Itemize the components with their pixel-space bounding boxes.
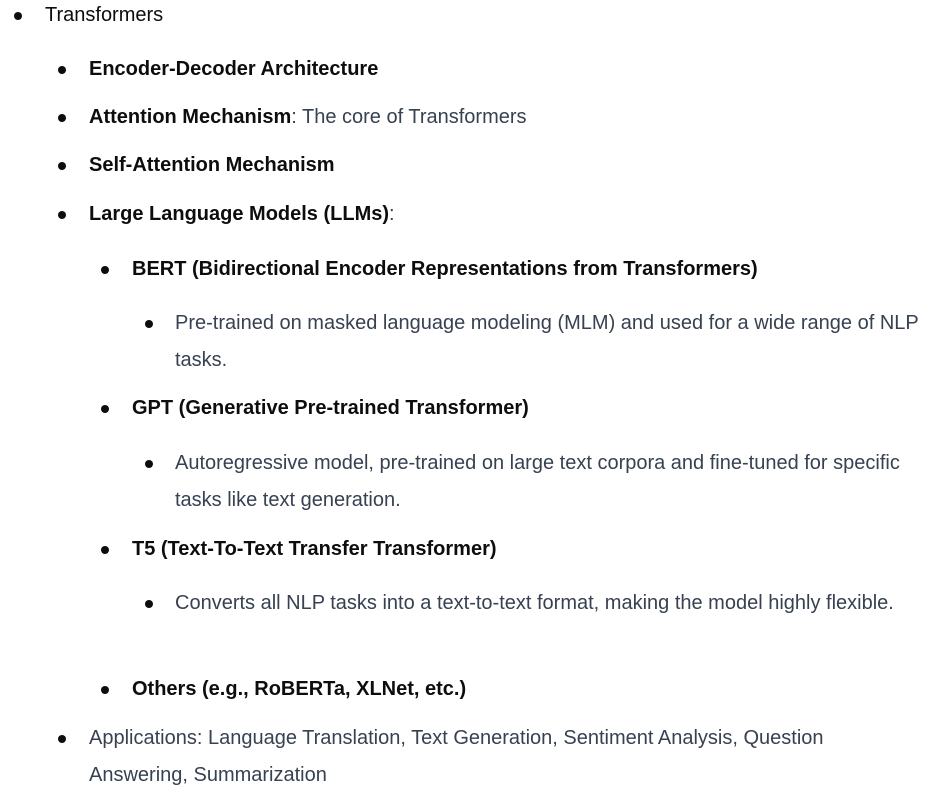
item-bold: Self-Attention Mechanism xyxy=(89,154,335,176)
item-text: Autoregressive model, pre-trained on large text corpora and fine-tuned for specific tasks like text generation. xyxy=(175,452,900,511)
list-item-self-attention xyxy=(89,147,335,184)
list-item-transformers xyxy=(45,0,163,34)
item-text: : xyxy=(389,203,395,225)
item-text: : The core of Transformers xyxy=(291,106,527,128)
list-item-bert xyxy=(132,251,758,288)
item-text: Converts all NLP tasks into a text-to-text format, making the model highly flexible. xyxy=(175,592,894,614)
list-item-applications xyxy=(89,720,889,794)
bullet-icon xyxy=(101,686,109,694)
list-item-llms xyxy=(89,196,395,233)
bullet-icon xyxy=(145,460,153,468)
bullet-icon xyxy=(145,600,153,608)
list-item-bert-description xyxy=(175,305,920,379)
list-item-gpt-description xyxy=(175,445,910,519)
item-text: Pre-trained on masked language modeling (MLM) and used for a wide range of NLP tasks. xyxy=(175,312,919,371)
item-bold: T5 (Text-To-Text Transfer Transformer) xyxy=(132,538,497,560)
item-bold: GPT (Generative Pre-trained Transformer) xyxy=(132,397,529,419)
bullet-icon xyxy=(101,266,109,274)
bullet-icon xyxy=(145,320,153,328)
item-bold: Encoder-Decoder Architecture xyxy=(89,58,379,80)
list-item-t5-description xyxy=(175,585,895,622)
item-bold: Large Language Models (LLMs) xyxy=(89,203,390,225)
bullet-icon xyxy=(58,66,66,74)
bullet-icon xyxy=(58,162,66,170)
bullet-icon xyxy=(58,735,66,743)
item-bold: Others (e.g., RoBERTa, XLNet, etc.) xyxy=(132,678,467,700)
bullet-icon xyxy=(58,114,66,122)
bullet-icon xyxy=(58,211,66,219)
item-text: Applications: Language Translation, Text Generation, Sentiment Analysis, Question Answering, Summarization xyxy=(89,727,824,786)
list-item-gpt xyxy=(132,390,529,427)
list-item-attention-mechanism xyxy=(89,99,527,136)
bullet-icon xyxy=(14,12,22,20)
list-item-others xyxy=(132,671,466,708)
item-bold: Attention Mechanism xyxy=(89,106,292,128)
item-bold: BERT (Bidirectional Encoder Representations from Transformers) xyxy=(132,258,758,280)
bullet-icon xyxy=(101,405,109,413)
item-text: Transformers xyxy=(45,4,164,26)
list-item-encoder-decoder xyxy=(89,51,378,88)
list-item-t5 xyxy=(132,531,497,568)
bullet-icon xyxy=(101,546,109,554)
